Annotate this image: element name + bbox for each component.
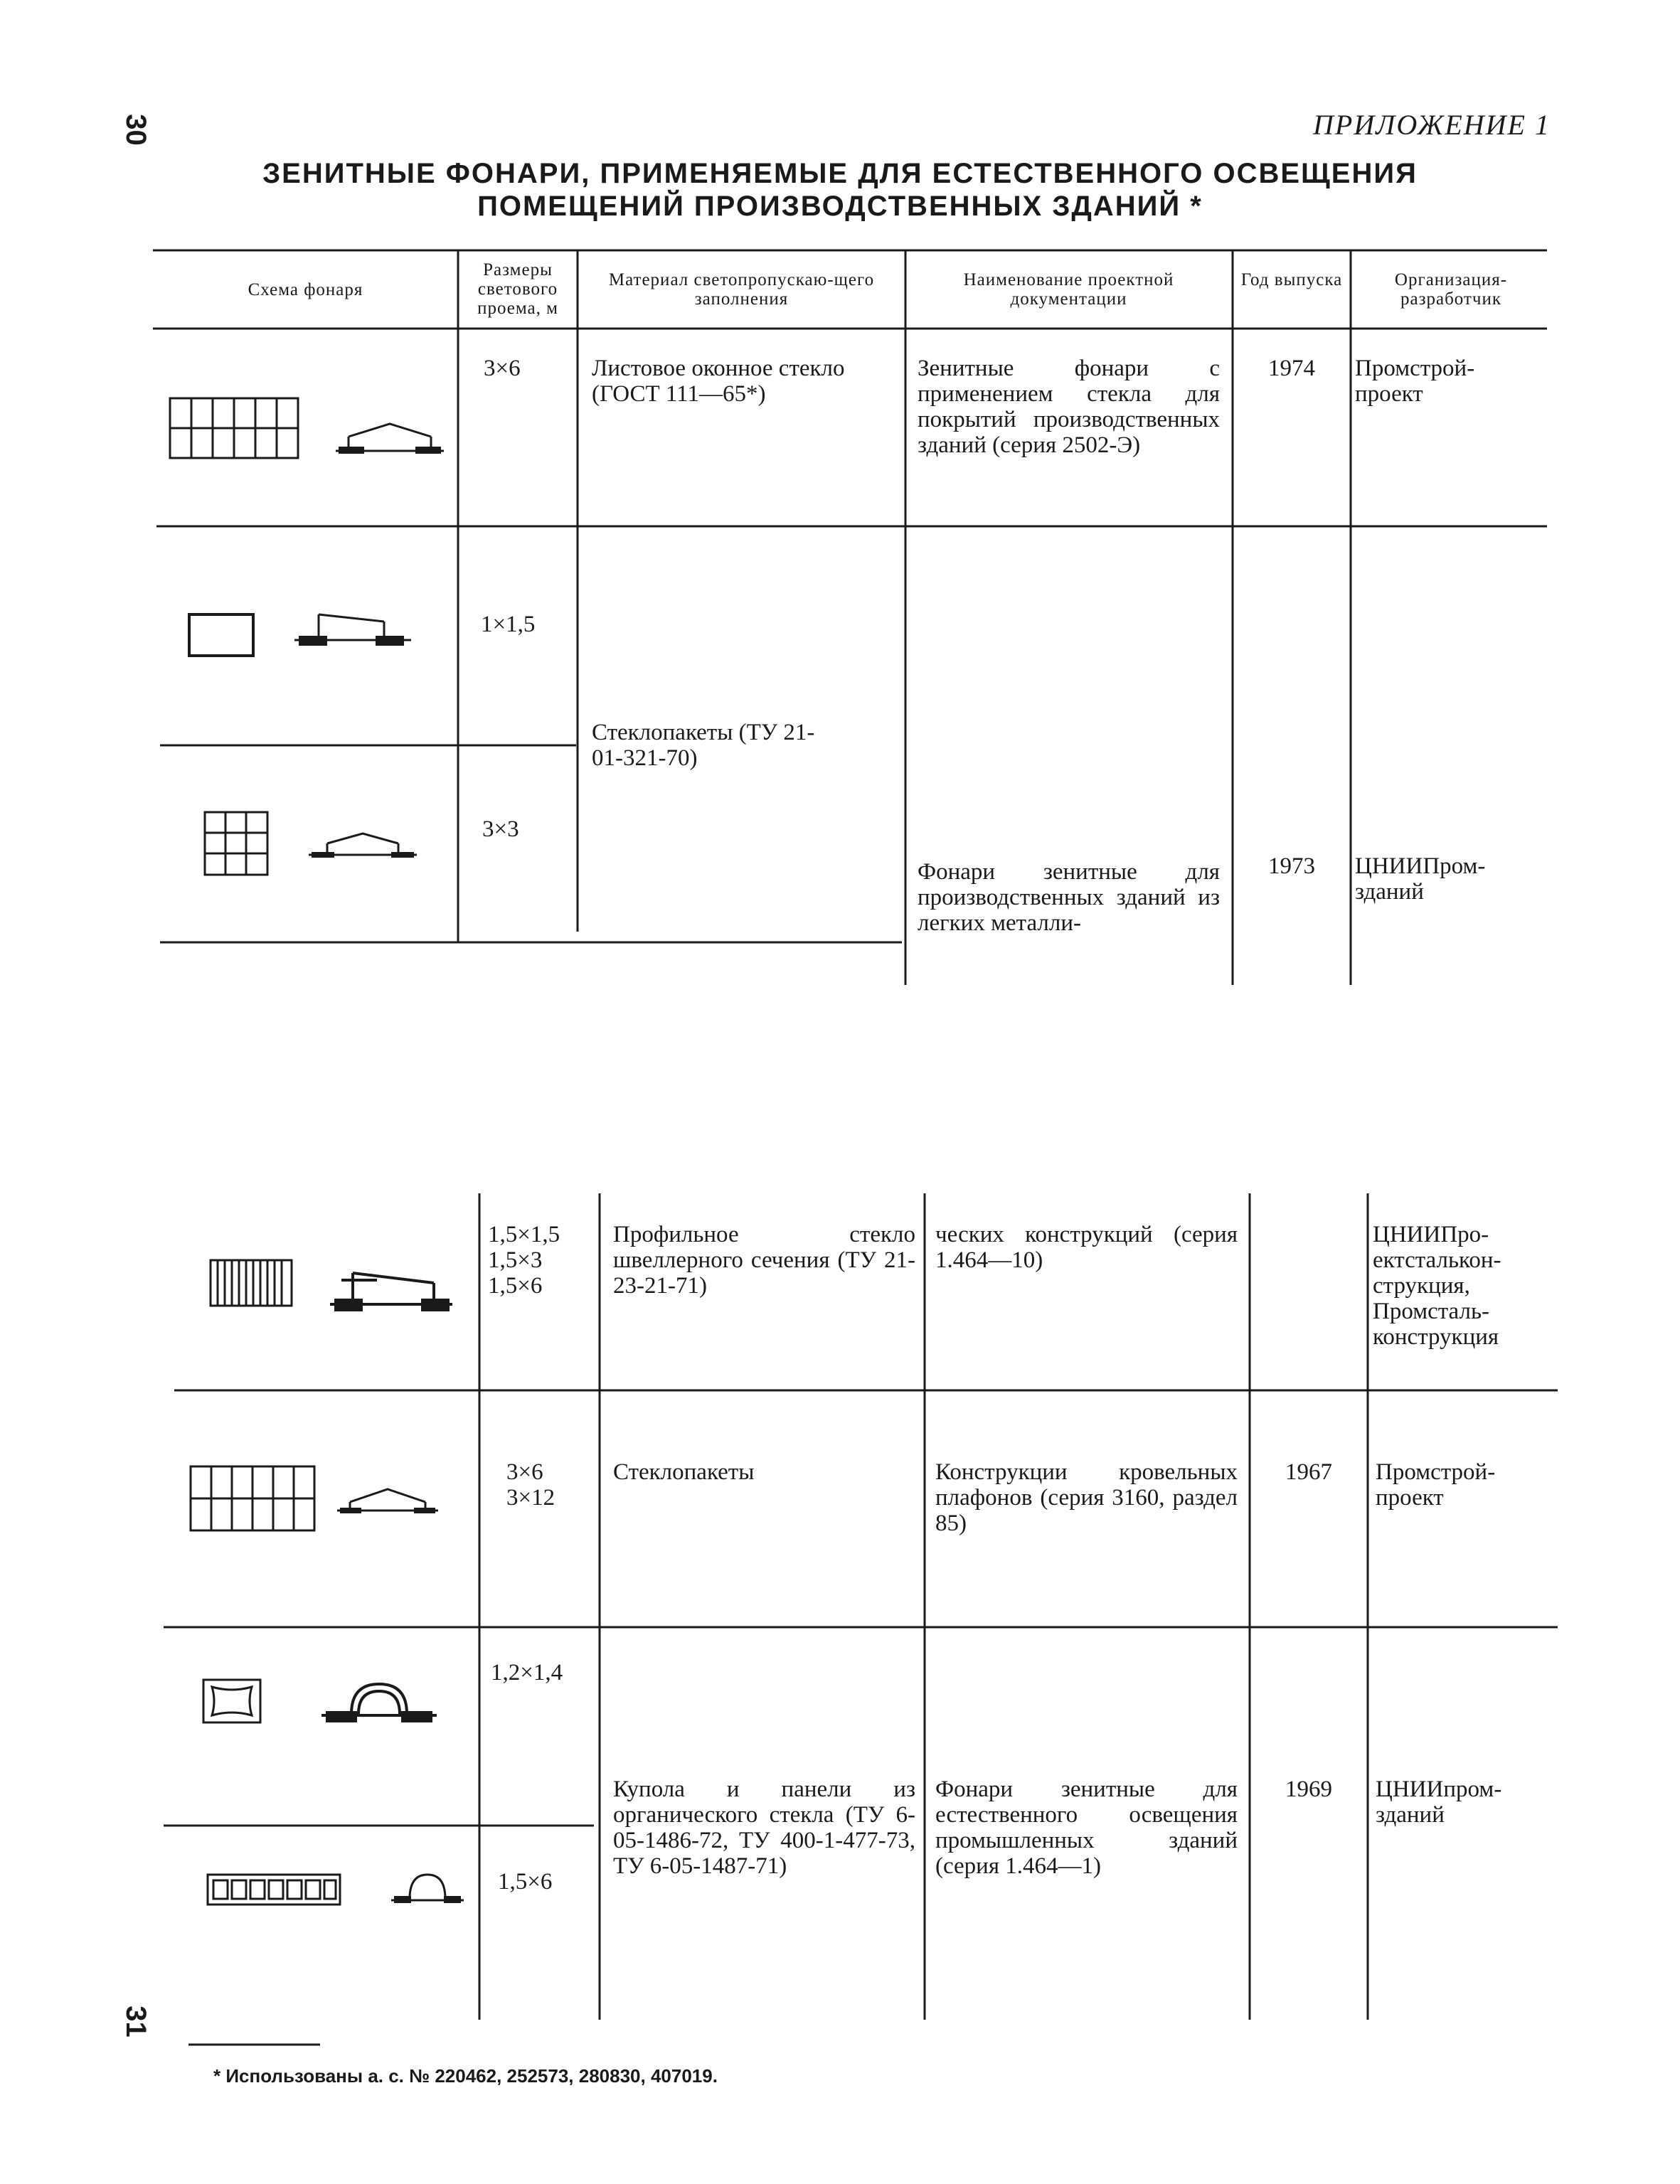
scheme-glass-unit-section-icon xyxy=(334,1481,441,1523)
row4-document: ческих конструкций (серия 1.464—10) xyxy=(935,1222,1238,1273)
row5-size-2: 3×12 xyxy=(506,1485,555,1511)
row4-size-1: 1,5×1,5 xyxy=(488,1222,560,1247)
row6-size: 1,2×1,4 xyxy=(491,1660,563,1685)
scheme-ribbon-skylight-plan-icon xyxy=(167,395,302,461)
scheme-point-skylight-section-icon xyxy=(292,604,416,654)
header-document: Наименование проектной документации xyxy=(963,270,1174,309)
rows67-year: 1969 xyxy=(1285,1777,1332,1802)
row1-material: Листовое оконное стекло (ГОСТ 111—65*) xyxy=(592,356,845,407)
rows23-year: 1973 xyxy=(1268,853,1315,879)
scheme-profiled-glass-plan-icon xyxy=(208,1257,296,1309)
header-scheme: Схема фонаря xyxy=(248,280,363,299)
row7-size: 1,5×6 xyxy=(498,1869,553,1895)
row4-size-2: 1,5×3 xyxy=(488,1247,543,1273)
scheme-dome-section-icon xyxy=(319,1671,440,1731)
rows67-org: ЦНИИпром-зданий xyxy=(1376,1777,1502,1828)
page-number-top: 30 xyxy=(119,114,151,146)
page-title-line1: ЗЕНИТНЫЕ ФОНАРИ, ПРИМЕНЯЕМЫЕ ДЛЯ ЕСТЕСТВЕННОГО ОСВЕЩЕНИЯ xyxy=(262,158,1418,189)
scheme-grid-skylight-section-icon xyxy=(306,825,420,865)
row5-size-1: 3×6 xyxy=(506,1459,543,1485)
scheme-panel-section-icon xyxy=(388,1865,467,1912)
row5-year: 1967 xyxy=(1285,1459,1332,1485)
row1-year: 1974 xyxy=(1268,356,1315,381)
rows23-document: Фонари зенитные для производственных зданий из легких металли- xyxy=(918,859,1220,936)
rows23-material: Стеклопакеты (ТУ 21-01-321-70) xyxy=(592,720,815,771)
row4-size-3: 1,5×6 xyxy=(488,1273,543,1299)
header-org: Организация-разработчик xyxy=(1394,270,1508,309)
page-title-line2: ПОМЕЩЕНИЙ ПРОИЗВОДСТВЕННЫХ ЗДАНИЙ * xyxy=(477,191,1203,222)
page-number-bottom: 31 xyxy=(119,2005,151,2037)
scheme-dome-plan-icon xyxy=(201,1677,265,1727)
header-year: Год выпуска xyxy=(1240,270,1343,289)
row2-size: 1×1,5 xyxy=(481,612,536,637)
row1-size: 3×6 xyxy=(484,356,521,381)
scheme-point-skylight-plan-icon xyxy=(186,612,257,659)
scheme-profiled-glass-section-icon xyxy=(327,1252,455,1320)
row4-material: Профильное стекло швеллерного сечения (ТУ 21-23-21-71) xyxy=(613,1222,915,1299)
rows23-org: ЦНИИПром-зданий xyxy=(1355,853,1486,905)
scheme-glass-unit-plan-icon xyxy=(188,1464,319,1535)
row3-size: 3×3 xyxy=(482,816,519,842)
scheme-panel-plan-icon xyxy=(205,1872,343,1907)
rows67-document: Фонари зенитные для естественного освещения промышленных зданий (серия 1.464—1) xyxy=(935,1777,1238,1879)
footnote: * Использованы а. с. № 220462, 252573, 280830, 407019. xyxy=(213,2065,718,2087)
header-size: Размеры светового проема, м xyxy=(477,260,558,318)
row5-org: Промстрой-проект xyxy=(1376,1459,1496,1511)
scheme-grid-skylight-plan-icon xyxy=(202,809,273,880)
header-material: Материал светопропускаю-щего заполнения xyxy=(608,270,875,309)
appendix-label: ПРИЛОЖЕНИЕ 1 xyxy=(1313,109,1551,141)
rows67-material: Купола и панели из органического стекла (ТУ 6-05-1486-72, ТУ 400-1-477-73, ТУ 6-05-1487-71) xyxy=(613,1777,915,1879)
row1-document: Зенитные фонари с применением стекла для покрытий производственных зданий (серия 2502-Э) xyxy=(918,356,1220,458)
row1-org: Промстрой-проект xyxy=(1355,356,1475,407)
scheme-ribbon-skylight-section-icon xyxy=(333,417,447,459)
row5-document: Конструкции кровельных плафонов (серия 3160, раздел 85) xyxy=(935,1459,1238,1536)
row5-material: Стеклопакеты xyxy=(613,1459,755,1485)
row4-org: ЦНИИПро-ектсталькон-струкция, Промсталь-конструкция xyxy=(1373,1222,1501,1350)
